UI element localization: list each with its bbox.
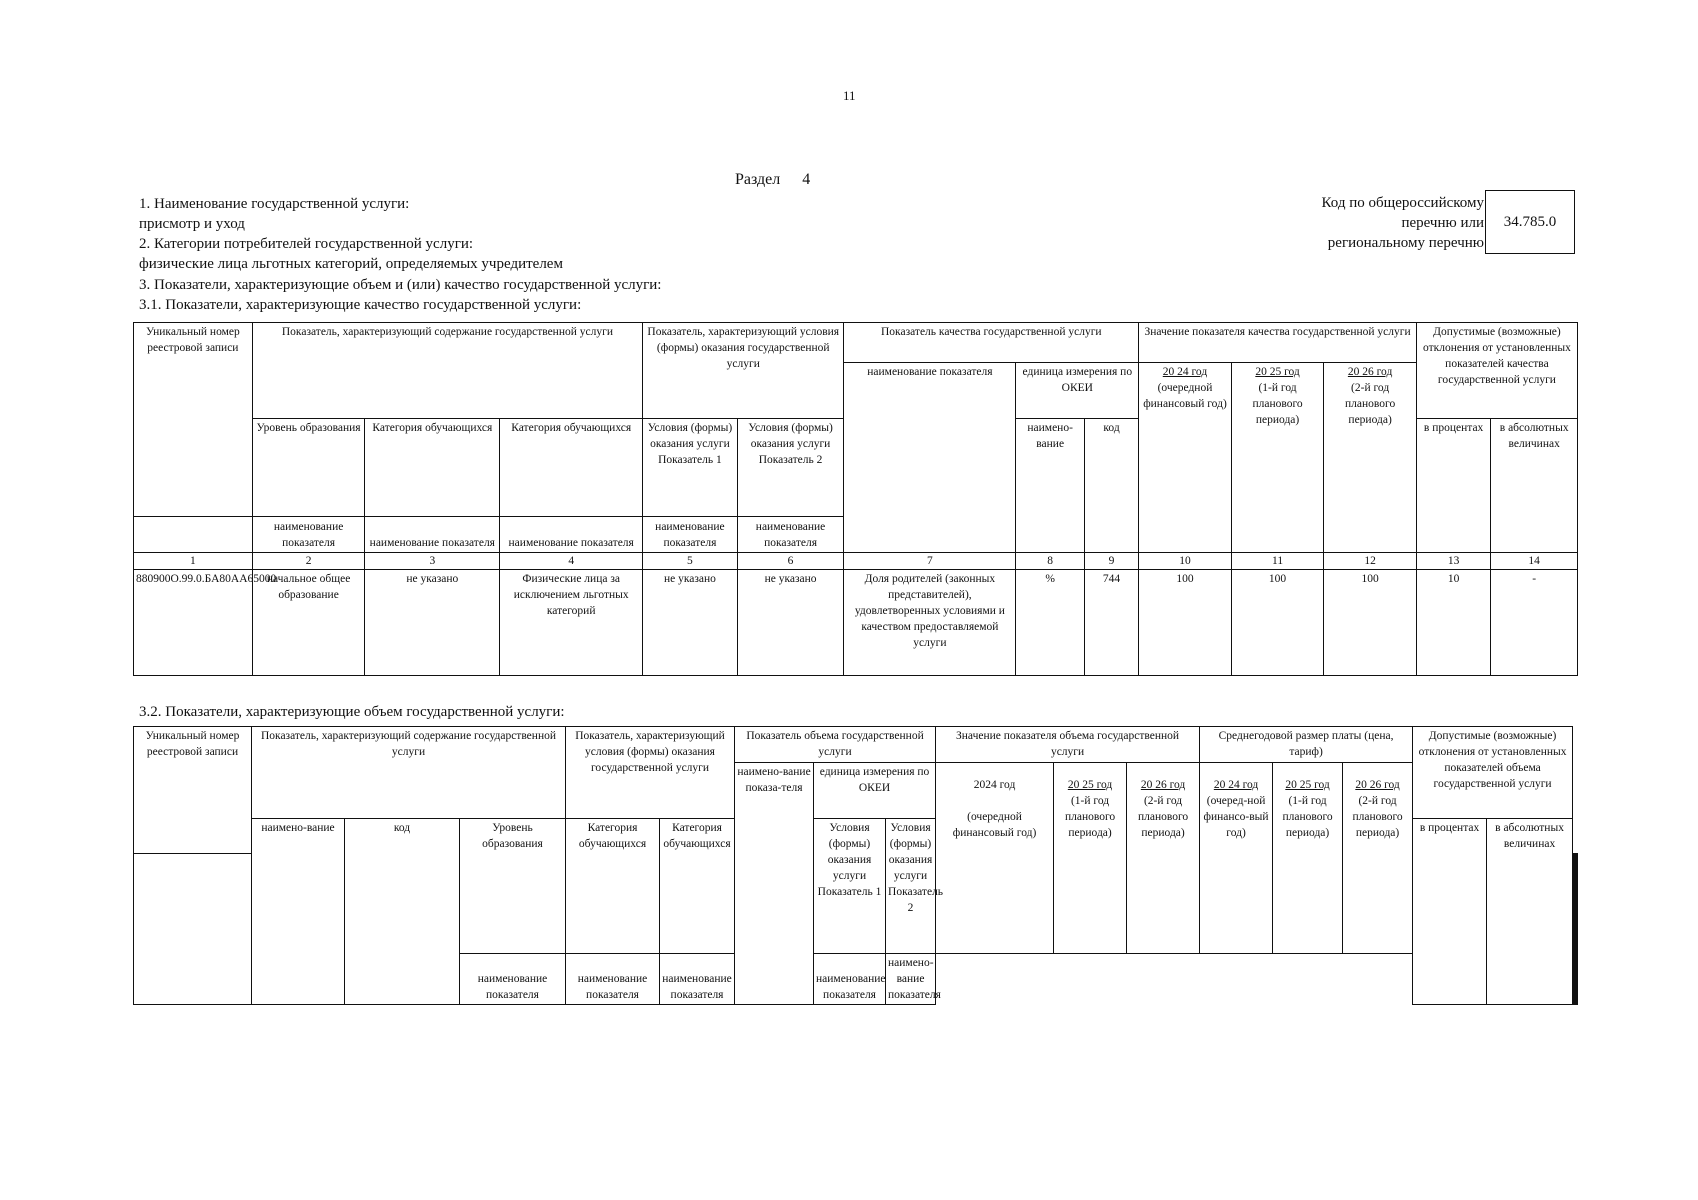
t1-header-unit: единица измерения по ОКЕИ <box>1016 363 1139 419</box>
t1-header-level: Уровень образования <box>252 419 365 517</box>
volume-indicators-table <box>133 726 1578 1005</box>
t1-data-row <box>134 570 1578 676</box>
t2-sub-name-2: наименование показателя <box>566 953 660 1004</box>
t2-header-deviation: Допустимые (возможные) отклонения от установленных показателей объема государственной услуги <box>1413 727 1573 819</box>
t1-col-num: 11 <box>1231 553 1324 570</box>
t1-cell-value2: 100 <box>1231 570 1324 676</box>
t1-cell-indicator: Доля родителей (законных представителей), удовлетворенных условиями и качеством предоставляемой услуги <box>844 570 1016 676</box>
t1-header-unit-code: код <box>1084 419 1138 553</box>
t1-header-year2: 20 25 год (1-й год планового периода) <box>1231 363 1324 553</box>
t1-col-num: 6 <box>737 553 844 570</box>
t1-header-condition2: Условия (формы) оказания услуги Показатель 2 <box>737 419 844 517</box>
t2-header-volume: Показатель объема государственной услуги <box>735 727 936 763</box>
t2-level-spacer <box>460 853 566 953</box>
consumer-category-value: физические лица льготных категорий, определяемых учредителем <box>139 256 563 272</box>
t1-cell-category2: Физические лица за исключением льготных категорий <box>500 570 643 676</box>
t1-header-indicator-name: наименование показателя <box>844 363 1016 553</box>
t2-sub-name-3: наименование показателя <box>660 953 735 1004</box>
t2-header-fee-year3: 20 26 год (2-й год планового периода) <box>1343 763 1413 954</box>
t2-header-condition2: Условия (формы) оказания услуги Показатель 2 <box>886 819 936 954</box>
t1-header-deviation: Допустимые (возможные) отклонения от установленных показателей качества государственной услуги <box>1416 323 1577 419</box>
t1-col-num: 10 <box>1139 553 1232 570</box>
t1-header-year3: 20 26 год (2-й год планового периода) <box>1324 363 1417 553</box>
t1-sub-name-4: наименование показателя <box>643 517 738 553</box>
t1-header-quality: Показатель качества государственной услуги <box>844 323 1139 363</box>
t2-fee-year3-spacer <box>1577 853 1578 1004</box>
t1-cell-percent: 10 <box>1416 570 1490 676</box>
t1-header-category2: Категория обучающихся <box>500 419 643 517</box>
t2-header-fee-year2: 20 25 год (1-й год планового периода) <box>1273 763 1343 954</box>
t1-unique-spacer <box>134 517 253 553</box>
t2-sub-name-1: наименование показателя <box>460 953 566 1004</box>
t1-header-category1: Категория обучающихся <box>365 419 500 517</box>
t1-header-condition1: Условия (формы) оказания услуги Показатель 1 <box>643 419 738 517</box>
t1-header-value: Значение показателя качества государственной услуги <box>1139 323 1417 363</box>
t2-header-unique: Уникальный номер реестровой записи <box>134 727 252 854</box>
t2-header-level: Уровень образования <box>460 819 566 854</box>
t1-cell-level: начальное общее образование <box>252 570 365 676</box>
quality-indicators-heading: 3.1. Показатели, характеризующие качество государственной услуги: <box>139 297 582 313</box>
t1-cell-category1: не указано <box>365 570 500 676</box>
t1-header-absolute: в абсолютных величинах <box>1491 419 1578 553</box>
section-title: Раздел 4 <box>735 171 811 188</box>
code-value: 34.785.0 <box>1503 213 1557 230</box>
t1-header-percent: в процентах <box>1416 419 1490 553</box>
quality-indicators-table <box>133 322 1578 676</box>
t1-column-numbers <box>134 553 1578 570</box>
t1-col-num: 12 <box>1324 553 1417 570</box>
t1-col-num: 9 <box>1084 553 1138 570</box>
t1-sub-name-3: наименование показателя <box>500 517 643 553</box>
t2-header-value-year3: 20 26 год (2-й год планового периода) <box>1127 763 1200 954</box>
t1-cell-id: 880900О.99.0.БА80АА65000 <box>134 570 253 676</box>
t1-col-num: 8 <box>1016 553 1084 570</box>
t2-header-indicator-name: наимено-вание показа-теля <box>735 763 814 1005</box>
t1-col-num: 3 <box>365 553 500 570</box>
t1-col-num: 5 <box>643 553 738 570</box>
t1-cell-value3: 100 <box>1324 570 1417 676</box>
t2-header-condition1: Условия (формы) оказания услуги Показатель 1 <box>814 819 886 954</box>
t2-header-unit: единица измерения по ОКЕИ <box>814 763 936 819</box>
t2-header-value: Значение показателя объема государственной услуги <box>936 727 1200 763</box>
service-name-label: 1. Наименование государственной услуги: <box>139 196 410 212</box>
t1-sub-name-5: наименование показателя <box>737 517 844 553</box>
t2-header-value-year1: 2024 год (очередной финансовый год) <box>936 763 1054 954</box>
section-number: 4 <box>802 171 811 188</box>
t2-sub-name-4: наименование показателя <box>814 953 886 1004</box>
t2-sub-name-5: наимено-вание показателя <box>886 953 936 1004</box>
service-name-value: присмотр и уход <box>139 216 245 232</box>
t1-header-unit-name: наимено-вание <box>1016 419 1084 553</box>
t2-header-category1: Категория обучающихся <box>566 819 660 854</box>
t2-header-fee: Среднегодовой размер платы (цена, тариф) <box>1200 727 1413 763</box>
code-value-box <box>1485 190 1575 254</box>
t1-header-conditions: Показатель, характеризующий условия (формы) оказания государственной услуги <box>643 323 844 419</box>
t1-header-year1: 20 24 год (очередной финансовый год) <box>1139 363 1232 553</box>
indicators-heading: 3. Показатели, характеризующие объем и (или) качество государственной услуги: <box>139 277 662 293</box>
t2-header-unit-name: наимено-вание <box>252 819 345 1005</box>
t2-unique-spacer <box>134 853 252 953</box>
t1-col-num: 1 <box>134 553 253 570</box>
t2-header-conditions: Показатель, характеризующий условия (формы) оказания государственной услуги <box>566 727 735 819</box>
t1-cell-unit: % <box>1016 570 1084 676</box>
consumer-category-label: 2. Категории потребителей государственной услуги: <box>139 236 474 252</box>
t1-header-unique: Уникальный номер реестровой записи <box>134 323 253 517</box>
t1-col-num: 14 <box>1491 553 1578 570</box>
t2-category2-spacer <box>660 853 735 953</box>
t2-header-value-year2: 20 25 год (1-й год планового периода) <box>1054 763 1127 954</box>
t2-header-fee-year1: 20 24 год (очеред-ной финансо-вый год) <box>1200 763 1273 954</box>
t1-sub-name-2: наименование показателя <box>365 517 500 553</box>
t2-category1-spacer <box>566 853 660 953</box>
t1-header-content: Показатель, характеризующий содержание государственной услуги <box>252 323 642 419</box>
t2-header-content: Показатель, характеризующий содержание государственной услуги <box>252 727 566 819</box>
t1-col-num: 13 <box>1416 553 1490 570</box>
t1-cell-code: 744 <box>1084 570 1138 676</box>
t1-cell-condition2: не указано <box>737 570 844 676</box>
page-number: 11 <box>843 88 856 103</box>
t1-col-num: 4 <box>500 553 643 570</box>
t2-header-category2: Категория обучающихся <box>660 819 735 854</box>
t1-col-num: 2 <box>252 553 365 570</box>
volume-indicators-heading: 3.2. Показатели, характеризующие объем государственной услуги: <box>139 704 565 720</box>
t2-header-percent: в процентах <box>1413 819 1487 1005</box>
t1-sub-name-1: наименование показателя <box>252 517 365 553</box>
t2-unique-bottom <box>134 953 252 1004</box>
t1-cell-absolute: - <box>1491 570 1578 676</box>
t2-header-absolute: в абсолютных величинах <box>1487 819 1573 1005</box>
t1-cell-value1: 100 <box>1139 570 1232 676</box>
t1-cell-condition1: не указано <box>643 570 738 676</box>
code-label: Код по общероссийскому перечню или региональному перечню <box>1321 195 1484 251</box>
t1-col-num: 7 <box>844 553 1016 570</box>
t2-header-unit-code: код <box>345 819 460 1005</box>
